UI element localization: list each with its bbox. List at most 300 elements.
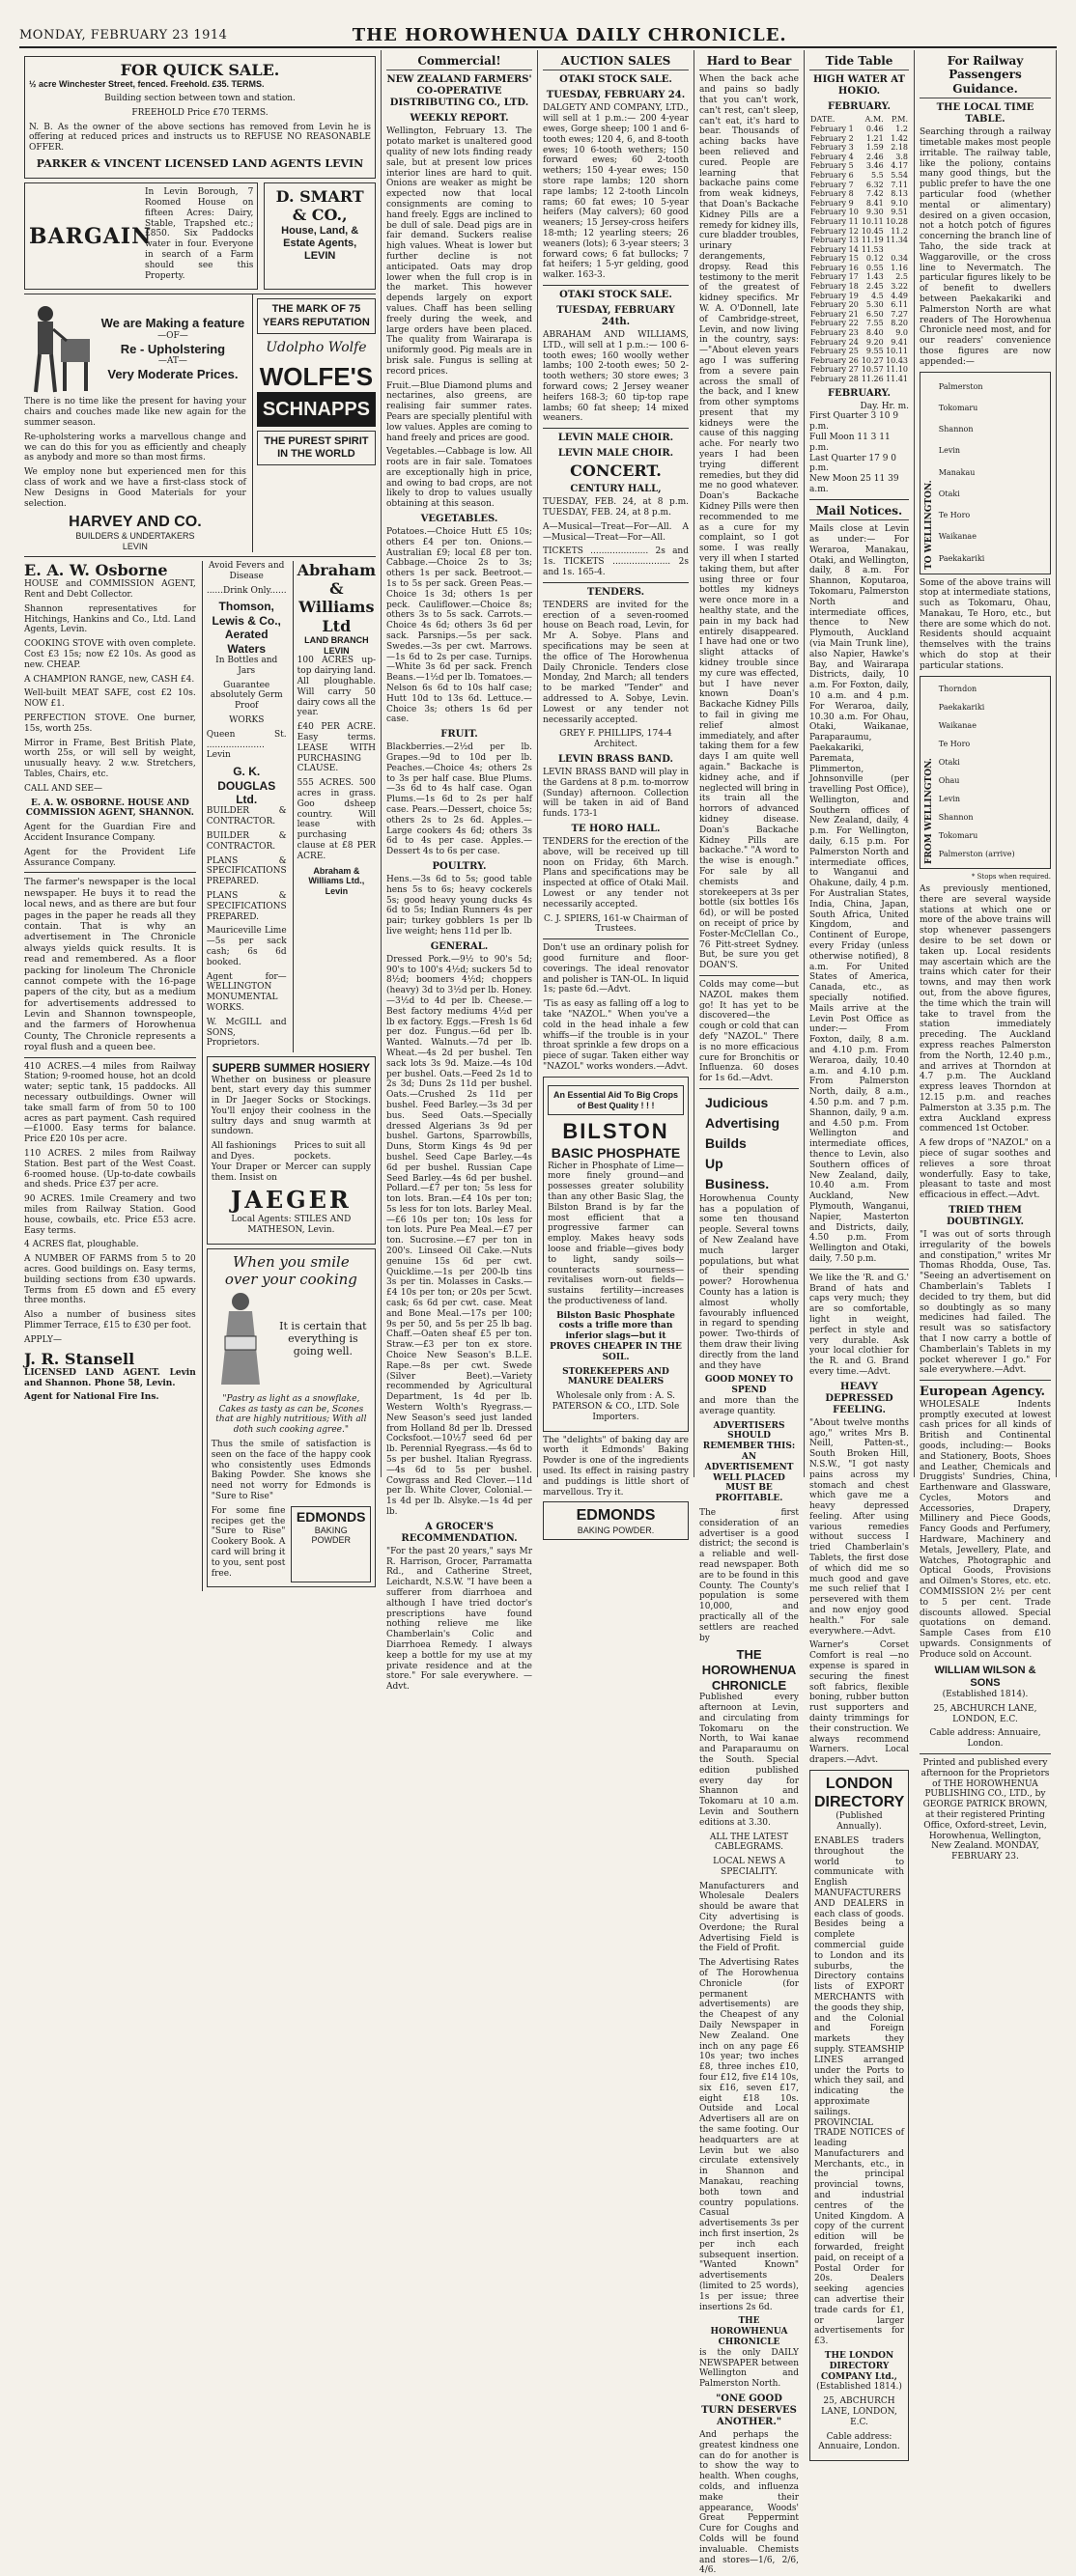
wolfe-ad	[252, 294, 376, 552]
tide-col-header: A.M.	[864, 115, 884, 125]
tenders1-sig: GREY F. PHILLIPS, 174-4 Architect.	[559, 729, 672, 750]
tide-cell: 0.34	[891, 254, 908, 264]
tide-cell: 1.2	[895, 124, 908, 133]
auction-title: AUCTION SALES	[543, 54, 689, 70]
otaki1-head: OTAKI STOCK SALE.	[559, 74, 672, 86]
chronicle2: HOROWHENUA	[701, 1662, 797, 1677]
station-name: Levin	[938, 446, 961, 456]
quick-sale-title: FOR QUICK SALE.	[120, 61, 280, 79]
tide-cell: 9.30	[865, 208, 884, 217]
stansell-fire: Agent for National Fire Ins.	[24, 1392, 159, 1403]
wolfe-mark: THE MARK OF 75 YEARS REPUTATION	[257, 298, 376, 333]
edmonds-logo: EDMONDS	[296, 1508, 366, 1525]
poultry-body: Hens.—3s 6d to 5s; good table hens 5s to 6s; heavy cockerels 5s; good heavy young ducks 4s 6d to 5s; Indian Runners 4s per pair; turkey gobblers 1s per lb live weight; hens 11d per lb.	[386, 874, 532, 937]
quick-sale-line4: N. B. As the owner of the above sections has removed from Levin he is offering at reduced prices and instructs us to REFUSE NO REASONABLE OFFER.	[29, 122, 371, 154]
hc-only: is the only DAILY NEWSPAPER between Wellington and Palmerston North.	[699, 2347, 799, 2390]
tide-cell: 1.21	[865, 133, 884, 143]
commercial-p1: Wellington, February 13. The potato market is unaltered good quality of new lots finding ready sale, but at present low prices interior lines are hard to quit. Onions are weaker as might be expected now that local consignments are coming to hand freely. Eggs are inclined to be dull of sale. Dead pigs are in fair demand. Suckers realise high values. Wheat is lower but further decline is not anticipated. Oats may drop lower when the full crop is in the market. This however depends largely on export values. Chaff has been selling freely during the week, and large orders have been placed. The quality from Wairarapa is uniformly good. Pig meals are in brisk sale. Fungus is selling at record prices.	[386, 126, 532, 377]
jaeger-dealer: Your Draper or Mercer can supply them. Insist on	[211, 1162, 371, 1183]
osborne-ad	[24, 561, 196, 1591]
tehoro-head: TE HORO HALL.	[571, 824, 661, 835]
station-name: Te Horo	[938, 511, 971, 520]
tide-row	[809, 161, 909, 171]
mail-body: Mails close at Levin as under:— For Weraroa, Manakau, Otaki, and Wellington, daily, 8 a.m. For Shannon, Koputaroa, Tokomaru, Palmerston North and intermediate offices, thence to New Plymouth, Auckland (via Main Trunk line), also Napier, Hawke's Bay, and Wairarapa Districts, daily, 10 a.m. For Foxton, daily, 10 a.m. and 4 p.m. For Weraroa, daily, 10.30 a.m. For Ohau, Otaki, Waikanae, Paraparaumu, Paekakariki, Paremata, Plimmerton, Johnsonville (per travelling Post Office), Wellington, and Southern offices of New Zealand, daily, 4 p.m. For Wellington, daily, 6.15 p.m. For Palmerston North and intermediate offices, to Wanganui and Ohakune, daily, 4 p.m. For Australian States, India, China, Japan, South Africa, United Kingdom, and Continent of Europe, every Friday (unless otherwise notified), 8 a.m. For United States of America, Canada, etc., as specially notified. Mails arrive at the Levin Post Office as under:— From Foxton, daily, 8 a.m. and 4.10 p.m. From Weraroa, daily, 10.40 a.m. and 4.10 p.m. From Palmerston North, daily, 8 a.m., 4.50 p.m. and 7 p.m. Shannon, daily, 9 a.m. and 4.50 p.m. From Wellington and intermediate offices, thence to Levin, also Southern offices of New Zealand, daily, 10.40 a.m. From Auckland, New Plymouth, Wanganui, Napier, Masterton and Districts, daily, 4.50 p.m. From Wellington and Otaki, daily, 7.50 p.m.	[809, 524, 909, 1264]
tide-cell: 2.46	[865, 152, 884, 161]
tide-cell: 2.18	[891, 143, 908, 153]
bottles: In Bottles and Jars	[215, 656, 278, 676]
harvey-ad	[24, 294, 246, 552]
tide-cell: 7.42	[865, 189, 884, 199]
stops-note: * Stops when required.	[971, 872, 1051, 881]
tide-cell: February 11	[810, 216, 859, 226]
general-head: GENERAL.	[430, 940, 489, 952]
column-commercial	[382, 50, 538, 1693]
london1: LONDON	[825, 1776, 893, 1793]
drink-only: ......Drink Only......	[206, 585, 287, 596]
osborne-p8: CALL AND SEE—	[24, 783, 102, 794]
smart-sub: House, Land, & Estate Agents, LEVIN	[281, 224, 359, 262]
remember: ADVERTISERS SHOULD REMEMBER THIS: AN ADVERTISEMENT WELL PLACED MUST BE PROFITABLE.	[702, 1420, 796, 1504]
tide-cell: 7.11	[891, 180, 908, 189]
edmonds-certain: It is certain that everything is going well.	[279, 1320, 367, 1358]
tide-cell: 10.11	[861, 216, 884, 226]
printed: Printed and published every afternoon for the Proprietors of THE HOROWHENUA PUBLISHING CO., LTD., by GEORGE PATRICK BROWN, at their registered Printing Office, Oxford-street, Levin, Horowhenua, Wellington, New Zealand. MONDAY, FEBRUARY 23.	[920, 1758, 1050, 1862]
london-co: THE LONDON DIRECTORY COMPANY Ltd.,	[821, 2351, 897, 2382]
tide-cell: 10.43	[886, 355, 908, 365]
tide-cell: 0.55	[865, 263, 884, 272]
acres-4: 4 ACRES flat, ploughable.	[24, 1240, 139, 1250]
harvey-p1: There is no time like the present for having your chairs and couches made like new again for the summer season.	[24, 397, 246, 428]
tide-row	[809, 189, 909, 199]
tide-cell: 6.11	[891, 300, 908, 310]
tide-cell: February 10	[810, 208, 859, 217]
tide-cell: 9.41	[891, 337, 908, 347]
tide-row	[809, 143, 909, 153]
cook-illustration-icon	[212, 1288, 269, 1394]
veg-body: Potatoes.—Choice Hutt £5 10s; others £4 per ton. Onions.—Australian £9; local £8 per ton. Cabbage.—Choice 2s to 3s; others 1s per sack. Beetroot.—1s to 5s per sack. Green Peas.—Choice 1s 3d; others 1s per peck. Cauliflower.—Choice 8s; others 3s to 5s sack. Carrots.—Choice 4s 6d; others 3s 6d per sack. Parsnips.—5s per sack. Swedes.—3s per cwt. Marrows.—1s 6d to 2s per case. Turnips.—White 3s 6d per sack. French Beans.—1½d per lb. Tomatoes.—Nelson 6s 6d to 10s half case; Hutt 10d to 13s 6d. Lettuce.—Choice 3s; others 1s 6d per case.	[386, 527, 532, 725]
tide-cell: February 14	[810, 244, 859, 254]
station-name: Tokomaru	[938, 831, 978, 841]
otaki2-body: ABRAHAM AND WILLIAMS, LTD., will sell at 1 p.m.:— 100 6-tooth ewes; 160 woolly wether lambs; 100 2-tooth ewes; 50 2-tooth wethers; 30 store ewes; 3 forward cows; 2 Jersey weaner heifers 168-3; 60 tip-top rape lambs; 60 fat sheep; 14 mixed weaners.	[543, 329, 689, 424]
wolfe-signature: Udolpho Wolfe	[266, 339, 367, 355]
rand-ad: We like the 'R. and G.' Brand of hats and caps very much; they are so comfortable, light in weight, perfect in style and very durable. Ask your local clothier for the R. and G. Brand every time.—Advt.	[809, 1273, 909, 1377]
commercial-title: Commercial!	[386, 54, 532, 70]
tide-cell: 6.32	[865, 180, 884, 189]
harvey-service: Re - Upholstering	[120, 341, 226, 356]
hard-title: Hard to Bear	[699, 54, 799, 70]
bargain-text: In Levin Borough, 7 Roomed House on fifteen Acres: Dairy, Stable, Trapshed etc.; £850. Six Paddocks water in four. Everyone in search of a Farm should see this Property.	[145, 187, 254, 281]
tide-cell: February 6	[810, 170, 854, 180]
station-name: Otaki	[938, 489, 960, 498]
osborne-name: E. A. W. Osborne	[24, 561, 168, 580]
judicious5: Business.	[705, 1175, 770, 1191]
tide-cell: February 5	[810, 161, 854, 171]
heavy-head: HEAVY DEPRESSED FEELING.	[825, 1381, 893, 1415]
tide-table	[809, 115, 909, 383]
heavy-body: "About twelve months ago," writes Mrs B. Neill, Patten-st., South Broken Hill, N.S.W., "I got nasty pains across my stomach and chest which gave me a heavy depressed feeling. After using various remedies without success I tried Chamberlain's Tablets, the first dose of which did me so much good and gave me such relief that I persevered with them and now enjoy good health." For sale everywhere.—Advt.	[809, 1417, 909, 1637]
rates: The Advertising Rates of The Horowhenua Chronicle (for permanent advertisements) are the Cheapest of any Daily Newspaper in New Zealand. One inch on any page £6 10s year; two inches £8, three inches £10, four £12, five £14 10s, six £16, seven £17, eight £18 10s. Outside and Local Advertisers all are on the same footing. Our headquarters are at Levin but we also circulate extensively in Shannon and Manakau, reaching both town and country populations. Casual advertisements 3s per inch first insertion, 2s per inch each subsequent insertion. "Wanted Known" advertisements (limited to 25 words), 1s per issue; three insertions 2s 6d.	[699, 1958, 799, 2312]
tide-cell: February 2	[810, 133, 854, 143]
tide-row	[809, 375, 909, 384]
abraham-branch: LAND BRANCH LEVIN	[304, 634, 369, 656]
ab-555: 555 ACRES. 500 acres in grass. Goo dsheep country. Will lease with purchasing clause at £8 PER ACRE.	[297, 778, 376, 861]
edmonds-head2: over your cooking	[224, 1270, 357, 1288]
tide-cell: February 9	[810, 198, 854, 208]
wilson-addr: 25, ABCHURCH LANE, LONDON, E.C.	[933, 1703, 1037, 1724]
first-consider: The first consideration of an advertiser is a good district; the second is a reliable and well-read newspaper. Both are to be found in this County. The County's population is some 10,000, and practically all of the settlers are reached by	[699, 1508, 799, 1643]
tide-cell: February 18	[810, 282, 859, 292]
acres-110: 110 ACRES. 2 miles from Railway Station. Best part of the West Coast. 6-roomed house. (Up-to-date cowbails and sheds. Price £37 per acre.	[24, 1149, 196, 1190]
commercial-p2: Fruit.—Blue Diamond plums and nectarines, also greens, are realising fair summer rates. Pears are specially plentiful with low values. Apples are coming to hand freely and prices are good.	[386, 380, 532, 443]
tide-cell: February 28	[810, 375, 859, 384]
tide-cell: February 27	[810, 365, 859, 375]
masthead-title: THE HOROWHENUA DAILY CHRONICLE.	[352, 24, 787, 45]
tide-cell: 9.20	[865, 337, 884, 347]
tide-cell: February 16	[810, 263, 859, 272]
from-wellington-label: FROM WELLINGTON.	[924, 757, 934, 864]
moon-table	[809, 411, 909, 494]
guarantee: Guarantee absolutely Germ Proof	[210, 680, 283, 712]
london-cable: Cable address: Annuaire, London.	[818, 2431, 900, 2452]
tide-row	[809, 236, 909, 245]
upholsterer-illustration-icon	[24, 300, 92, 397]
bilston-ad	[543, 1077, 689, 1432]
column-hard-to-bear	[694, 50, 805, 2576]
chronicle3: CHRONICLE	[711, 1677, 787, 1693]
harvey-feature: We are Making a feature	[100, 316, 245, 331]
osborne-p3: COOKING STOVE with oven complete. Cost £3 15s; now £2 10s. As good as new. CHEAP.	[24, 639, 196, 670]
abraham-ad	[293, 561, 376, 1052]
column-railway	[915, 50, 1057, 1862]
moon-row: Full Moon 11 3 11 p.m.	[809, 433, 891, 453]
tide-cell: 10.57	[861, 365, 884, 375]
thomson-ad	[207, 561, 287, 1052]
tide-cell: February 3	[810, 143, 854, 153]
aerated: Aerated Waters	[224, 628, 269, 656]
euro-title: European Agency.	[920, 1385, 1046, 1400]
london-directory-ad	[809, 1770, 909, 2461]
osborne-p9: E. A. W. OSBORNE. HOUSE AND COMMISSION AGENT, SHANNON.	[25, 798, 194, 819]
cables: ALL THE LATEST CABLEGRAMS.	[709, 1832, 789, 1853]
bilston-body: Richer in Phosphate of Lime—more finely ground—and possesses greater solubility than any other Basic Slag, the Bilston Brand is by far the most efficient that a progressive farmer can employ. Makes heavy sods loose and friable—gives body to light, sandy soils—counteracts sourness—revitalises worn-out fields—sustains fertility—increases the productiveness of land.	[548, 1161, 684, 1306]
judicious2: Advertising	[705, 1114, 780, 1131]
tide-cell: February 12	[810, 226, 859, 236]
tide-cell: 11.34	[886, 236, 908, 245]
tide-cell: 4.17	[891, 161, 908, 171]
judicious3: Builds	[705, 1134, 747, 1151]
tide-cell: 9.10	[891, 198, 908, 208]
commercial-sub2: WEEKLY REPORT.	[410, 113, 509, 125]
express: As previously mentioned, there are several wayside stations at which one or more of the above trains will stop whenever passengers desire to be set down or taken up. Local residents may ascertain which are the trains which cater for their towns, and may then work out, from the above figures, the time which the train will take to travel from the station immediately preceding. The Auckland express reaches Palmerston from the North, 12.40 p.m., and arrives at Thorndon at 4.7 p.m. The Auckland express leaves Thorndon at 12.15 p.m. and reaches Palmerston at 3.35 p.m. The extra Auckland express commenced 1st October.	[920, 884, 1051, 1134]
tide-cell: 11.41	[886, 375, 908, 384]
osborne-p2: Shannon representatives for Hitchings, Hankins and Co., Ltd. Land Agents, Levin.	[24, 603, 196, 635]
tide-cell: 7.55	[865, 319, 884, 328]
london-body: ENABLES traders throughout the world to communicate with English MANUFACTURERS AND DEALERS in each class of goods. Besides being a complete commercial guide to London and its suburbs, the Directory contains lists of EXPORT MERCHANTS with the goods they ship, and the Colonial and Foreign markets they supply. STEAMSHIP LINES arranged under the Ports to which they sail, and indicating the approximate sailings. PROVINCIAL TRADE NOTICES of leading Manufacturers and Merchants, etc., in the principal provincial towns, and industrial centres of the United Kingdom. A copy of the current edition will be forwarded, freight paid, on receipt of a Postal Order for 20s. Dealers seeking agencies can advertise their trade cards for £1, or larger advertisements for £3.	[814, 1835, 904, 2347]
ab-40: £40 PER ACRE. Easy terms. LEASE WITH PURCHASING CLAUSE.	[297, 722, 376, 774]
tide-cell: February 15	[810, 254, 859, 264]
jaeger-prices: Prices to suit all pockets.	[294, 1141, 366, 1162]
general-body: Dressed Pork.—9½ to 90's 5d; 90's to 100's 4½d; suckers 5d to 8½d; boomers 4½d; choppers (heavy) 3d to 3½d per lb. Honey.—3½d to 4d per lb. Cheese.—Best factory mediums 4½d per lb ex factory. Eggs.—Fresh 1s 6d per doz. Fungus.—6d per lb. Wanted. Walnuts.—7d per lb. Wheat.—4s 2d per bushel. Ten sack lots 3s 9d. Maize.—4s 10d per bushel. Oats.—Feed 2s 1d to 2s 3d; Duns 2s 11d per bushel. Oats.—Crushed 2s 11d per bushel. Feed Barley.—3s 3d per bus. Seed Oats.—Specially dressed Algerians 3s 9d per bushel. Gartons, Sparrowbills, Duns, Storm Kings 4s 9d per bushel. Seed Cape Barley.—4s 6d per bushel. Russian Cape Seed Barley.—4s 6d per bushel. Pollard.—£7 per ton; 5s less for ton lots. Bran.—£4 10s per ton; 5s less for ton lots. Barley Meal.—£6 10s per ton; 10s less for ton lots. Pure Pea Meal.—£7 per ton. Sucrosine.—£7 per ton in 200's. Linseed Oil Cake.—Nuts genuine 15s 6d per cwt. Quicklime.—1s per 200-lb tins 3s per tin. Molasses in Casks.—£4 10s per ton; or 20s per 5cwt. cask; 6s 6d per cwt. case. Meat and Bone Meal.—17s per 100; 9s per 50, and 5s per 25 lb bag. Chaff.—Oaten sheaf £5 per ton. Straw.—£3 per ton ex store. Choice New Season's B.L.E. Rape.—8s per cwt. Swede (Silver Beet).—Variety recommended by Agricultural Department, 1s 4d per lb. Western Wolth's Ryegrass.—New Season's seed just landed from Holland 8d per lb. Dressed Cocksfoot.—10½7 seed 6d per lb. Perennial Ryegrass.—4s 6d to 5s per bushel. Italian Ryegrass.—4s 6d to 5s per bushel. Cowgrass and Red Clover.—11d per lb. White Clover, Colonial.—1s 4d per lb. Alsyke.—1s 4d per lb.	[386, 954, 532, 1517]
tide-cell: 5.5	[871, 170, 884, 180]
rail-body: Searching through a railway timetable makes most people irritable. The railway table, like the poliony, contains many good things, but the public prefer to have the one particular food (whether mental or alimentary) desired on a given occasion, not a hotch potch of figures concerning the branch line of Taho, the side track at Waggaroville, or the cross line to Nevermatch. The particular figures likely to be of benefit to dwellers between Paekakariki and Palmerston North are what readers of The Horowhenua Chronicle need most, and for our readers' convenience those figures are now appended:—	[920, 127, 1051, 367]
to-wellington-label: TO WELLINGTON.	[924, 479, 934, 570]
douglas-p1: PLANS & SPECIFICATIONS PREPARED.	[206, 855, 287, 887]
osborne-p10: Agent for the Guardian Fire and Accident Insurance Company.	[24, 823, 196, 843]
tide-row	[809, 227, 909, 237]
wolfe-purest: THE PUREST SPIRIT IN THE WORLD	[257, 431, 376, 465]
timetable-to-wellington	[920, 372, 1051, 574]
fruit-head: FRUIT.	[440, 729, 478, 741]
edmonds-delight: The "delights" of baking day are worth it Edmonds' Baking Powder is one of the ingredients used. Its effect in raising pastry and puddings is little short of marvellous. Try it.	[543, 1435, 689, 1498]
harvey-prices: Very Moderate Prices.	[107, 366, 239, 381]
tide-row	[809, 319, 909, 328]
chronicle1: THE	[736, 1647, 762, 1663]
column-auction	[538, 50, 694, 1535]
harvey-town: LEVIN	[122, 542, 148, 552]
quick-sale-ad	[24, 56, 376, 179]
tide-cell: 1.42	[891, 133, 908, 143]
tide-cell: 11.53	[861, 244, 884, 254]
apply: APPLY—	[24, 1334, 62, 1345]
manufacturers: Manufacturers and Wholesale Dealers should be aware that City advertising is Overdone; the Rural Advertising Field is the Field of Profit.	[699, 1881, 799, 1954]
tide-cell: 6.50	[865, 309, 884, 319]
county2: and more than the average quantity.	[699, 1396, 799, 1416]
concert-treat: A—Musical—Treat—For—All. A—Musical—Treat—For—All.	[543, 521, 689, 543]
tide-cell: 4.49	[891, 291, 908, 300]
farms: A NUMBER OF FARMS from 5 to 20 acres. Good buildings on. Easy terms, building sections from £30 upwards. Terms from £5 down and £5 every three months.	[24, 1254, 196, 1306]
tried-body: "I was out of sorts through irregularity of the bowels and constipation," writes Mr Thomas Rhodda, Ouse, Tas. "Seeing an advertisement on Chamberlain's Tablets I decided to try them, but did so doubtingly as so many medicines had failed. The result was so satisfactory that I now carry a bottle of Chamberlain's Tablets in my pocket wherever I go." For sale everywhere.—Advt.	[920, 1229, 1051, 1376]
harvey-of: —OF—	[157, 330, 188, 341]
queen-st: Queen St. ..................... Levin	[206, 729, 287, 761]
tide-row	[809, 282, 909, 292]
tide-row	[809, 310, 909, 320]
tide-cell: 8.20	[891, 319, 908, 328]
edmonds-ad	[207, 1248, 376, 1588]
stansell-sub: LICENSED LAND AGENT. Levin and Shannon. Phone 58, Levin.	[24, 1367, 196, 1388]
jaeger-title: SUPERB SUMMER HOSIERY	[212, 1061, 371, 1076]
grocer-head: A GROCER'S RECOMMENDATION.	[401, 1521, 518, 1544]
harvey-sub: BUILDERS & UNDERTAKERS	[75, 531, 195, 542]
jaeger-sub: All fashionings and Dyes.	[211, 1141, 277, 1162]
osborne-p4: A CHAMPION RANGE, new, CASH £4.	[24, 674, 195, 685]
douglas-b2: BUILDER & CONTRACTOR.	[206, 830, 287, 852]
tide-cell: February 8	[810, 189, 854, 199]
works: WORKS	[229, 715, 265, 726]
smart-ad	[264, 182, 376, 290]
tide-cell: February 4	[810, 152, 854, 161]
otaki2-date: TUESDAY, FEBRUARY 24th.	[556, 304, 675, 327]
tide-row	[809, 272, 909, 282]
london2: DIRECTORY	[814, 1794, 905, 1811]
douglas-p2: PLANS & SPECIFICATIONS PREPARED.	[206, 890, 287, 922]
tide-cell: 11.10	[886, 365, 908, 375]
station-name: Thorndon	[938, 685, 977, 694]
tide-cell: February 19	[810, 291, 859, 300]
tide-cell: February 7	[810, 180, 854, 189]
nazol-tanol: Don't use an ordinary polish for good furniture and floor-coverings. The ideal renovator and polisher is TAN-OL. In liquid 1s; paste 6d.—Advt.	[543, 943, 689, 995]
stansell-name: J. R. Stansell	[24, 1349, 135, 1368]
tide-cell: 10.28	[886, 216, 908, 226]
edmonds-logo-sub: BAKING POWDER	[311, 1525, 351, 1546]
tide-cell: 10.11	[886, 347, 908, 356]
tide-cell: February 17	[810, 272, 859, 282]
concert: CONCERT.	[570, 462, 662, 481]
station-name: Waikanae	[938, 532, 977, 542]
tide-row	[809, 347, 909, 356]
quick-sale-line1: ½ acre Winchester Street, fenced. Freehold. £35. TERMS.	[29, 79, 265, 90]
hall: CENTURY HALL,	[570, 484, 662, 495]
tide-row	[809, 153, 909, 162]
bilston-agent: Wholesale only from : A. S. PATERSON & CO., LTD. Sole Importers.	[552, 1391, 680, 1422]
bilston-store: STOREKEEPERS AND MANURE DEALERS	[562, 1366, 669, 1387]
ab-100: 100 ACRES up-top dairying land. All ploughable. Will carry 50 dairy cows all the year.	[297, 656, 376, 718]
concert-dates: TUESDAY, FEB. 24, at 8 p.m. TUESDAY, FEB. 24, at 8 p.m.	[543, 497, 689, 518]
tide-cell: 1.16	[891, 263, 908, 272]
nazol-log: 'Tis as easy as falling off a log to take "NAZOL." When you've a cold in the head inhale a few whiffs—if the trouble is in your throat sprinkle a few drops on a piece of sugar. Taken either way "NAZOL" works wonders.—Advt.	[543, 999, 689, 1072]
bargain-head: BARGAIN	[29, 223, 153, 249]
tide-cell: 11.19	[861, 236, 884, 245]
harvey-p3: We employ none but experienced men for this class of work and we have a first-class stock of New Designs in Good Materials for your selection.	[24, 467, 246, 509]
county: Horowhenua County has a population of some ten thousand people. Several towns of New Zealand have much larger populations, but what of their spending power? Horowhenua County has a lation is almost wholly favourably influenced in regard to spending power. Two-thirds of them draw their living directly from the land and they have	[699, 1193, 799, 1371]
bilston-name: BILSTON	[562, 1119, 669, 1144]
bargain-ad	[24, 182, 258, 290]
business-sites: Also a number of business sites Plimmer Terrace, £15 to £30 per foot.	[24, 1310, 196, 1330]
tickets: TICKETS ..................... 2s and 1s. TICKETS ..................... 2s and 1s. 165-4.	[543, 546, 689, 578]
good-money: GOOD MONEY TO SPEND	[704, 1375, 794, 1396]
tide-row	[809, 208, 909, 217]
london-est: (Established 1814.)	[816, 2382, 902, 2393]
tide-cell: 1.59	[865, 143, 884, 153]
tide-cell: 3.8	[895, 152, 908, 161]
wilson-cable: Cable address: Annuaire, London.	[929, 1728, 1041, 1750]
tide-row	[809, 254, 909, 264]
tide-cell	[885, 245, 909, 255]
tide-cell: February 13	[810, 236, 859, 245]
moon-title: FEBRUARY.	[828, 387, 891, 399]
station-name: Shannon	[938, 425, 974, 434]
avoid-fevers: Avoid Fevers and Disease	[209, 561, 285, 581]
tide-col-header: P.M.	[891, 115, 908, 125]
smart-name: D. SMART & CO.,	[275, 187, 364, 225]
jaeger-agents: Local Agents: STILES AND MATHESON, Levin.	[231, 1215, 352, 1236]
one-good: "ONE GOOD TURN DESERVES ANOTHER."	[701, 2393, 797, 2427]
tide-row	[809, 245, 909, 255]
commercial-p3: Vegetables.—Cabbage is low. All roots are in fair sale. Tomatoes are exceptionally high in price, and owing to bad crops, are not likely to drop to values usually obtaining at this season.	[386, 447, 532, 510]
edmonds-body: Thus the smile of satisfaction is seen on the face of the happy cook who consistently uses Edmonds Baking Powder. She knows she need not worry for Edmonds is "Sure to Rise"	[211, 1440, 371, 1502]
tide-cell: 7.27	[891, 309, 908, 319]
osborne-p1: HOUSE and COMMISSION AGENT, Rent and Debt Collector.	[24, 579, 196, 601]
tide-cell: February 21	[810, 309, 859, 319]
tide-cell: February 23	[810, 328, 859, 338]
masthead-date: MONDAY, FEBRUARY 23 1914	[19, 27, 228, 42]
band-head: LEVIN BRASS BAND.	[557, 754, 674, 766]
acres-410: 410 ACRES.—4 miles from Railway Station; 9-roomed house, hot an dcold water; septic tank, 15 paddocks. All necessary outbuildings. Owner will take small farm of from 50 to 100 acres as part payment. Cash required—£1000. Easy terms for balance. Price £20 10s per acre.	[24, 1061, 196, 1145]
mail-title: Mail Notices.	[809, 504, 909, 520]
wolfe-name: WOLFE'S	[259, 361, 374, 391]
harvey-name: HARVEY AND CO.	[69, 514, 202, 531]
commercial-sub1: NEW ZEALAND FARMERS' CO-OPERATIVE DISTRIBUTING CO., LTD.	[386, 74, 532, 109]
wolfe-schnapps: SCHNAPPS	[257, 392, 376, 427]
nazol-sugar: A few drops of "NAZOL" on a piece of sugar soothes and relieves a sore throat wonderfully. Easy to take, pleasant to taste and most efficacious in effect.—Advt.	[920, 1138, 1051, 1201]
tide-cell: 9.0	[895, 328, 908, 338]
tide-row	[809, 300, 909, 310]
tide-cell: 11.2	[891, 226, 908, 236]
tide-row	[809, 356, 909, 366]
tehoro-body: TENDERS for the erection of the above, will be received up till noon on Friday, 6th March. Plans and specifications may be inspected at office of Otaki Mail. Lowest or any tender not necessarily accepted.	[543, 837, 689, 910]
choir: LEVIN MALE CHOIR.	[557, 433, 674, 444]
tide-cell: 5.54	[891, 170, 908, 180]
moon-row: First Quarter 3 10 9 p.m.	[809, 411, 899, 433]
moon-row: Last Quarter 17 9 0 p.m.	[809, 453, 897, 474]
douglas-name: G. K. DOUGLAS Ltd.	[217, 765, 276, 806]
osborne-p7: Mirror in Frame, Best British Plate, worth 25s, or will sell by weight, unusually heavy. 2 w.w. Stretchers, Tables, Chairs, etc.	[24, 738, 196, 780]
fruit-body: Blackberries.—2½d per lb. Grapes.—9d to 10d per lb. Peaches.—Choice 4s; others 2s to 3s per half case. Blue Plums.—3s 6d to 4s half case. Ogan Plums.—1s 6d to 2s per half case. Pears.—Dessert, choice 5s; others 2s to 2s 6d. Apples.—Large cookers 4s 6d; others 3s 6d to 4s per case. Apples.—Dessert 4s to 6s per case.	[386, 742, 532, 857]
rail-title: For Railway Passengers Guidance.	[920, 54, 1051, 98]
tide-row	[809, 264, 909, 273]
douglas-b1: BUILDER & CONTRACTOR.	[206, 806, 287, 827]
tenders-head: TENDERS.	[586, 586, 645, 598]
tide-row	[809, 181, 909, 190]
station-name: Tokomaru	[938, 404, 978, 413]
tide-cell: 9.51	[891, 208, 908, 217]
edmonds-logo-sub-2: BAKING POWDER.	[577, 1525, 655, 1535]
tide-row	[809, 134, 909, 144]
tide-row	[809, 125, 909, 134]
wilson: WILLIAM WILSON & SONS	[934, 1664, 1036, 1689]
tide-cell: 8.13	[891, 189, 908, 199]
judicious1: Judicious	[705, 1094, 769, 1110]
quick-sale-agents: PARKER & VINCENT LICENSED LAND AGENTS LEVIN	[36, 156, 364, 170]
douglas-lime: Mauriceville Lime—5s per sack cash; 6s 6d booked.	[206, 926, 287, 967]
tide-cell: February 22	[810, 319, 859, 328]
london-addr: 25, ABCHURCH LANE, LONDON, E.C.	[821, 2396, 897, 2427]
abraham-name: Abraham & Williams Ltd	[297, 561, 376, 635]
masthead	[19, 23, 1057, 48]
edmonds-logo-2: EDMONDS	[576, 1507, 656, 1525]
column-tide	[805, 50, 915, 2452]
quick-sale-line3: FREEHOLD Price £70 TERMS.	[131, 107, 269, 118]
tide-cell: February 24	[810, 337, 859, 347]
tehoro-sig: C. J. SPIERS, 161-w Chairman of Trustees.	[544, 913, 688, 935]
tide-cell: 5.30	[865, 300, 884, 310]
jaeger-name: JAEGER	[230, 1186, 352, 1215]
grocer-body: "For the past 20 years," says Mr R. Harrison, Grocer, Parramatta Rd., and Catherine Street, Leichardt, N.S.W. "I have been a sufferer from diarrhoea and although I have tried doctor's prescriptions have found nothing relieve me like Chamberlain's Colic and Diarrhoea Remedy. I always keep a bottle for my use at my private residence and at the store." For sale everywhere. —Advt.	[386, 1546, 532, 1693]
some-trains: Some of the above trains will stop at intermediate stations, such as Tokomaru, Ohau, Manakau, Te Horo, etc., but there are some which do not. Residents should acquaint themselves with the trains which do stop at their particular stations.	[920, 577, 1051, 671]
band-body: LEVIN BRASS BAND will play in the Gardens at 8 p.m. to-morrow (Sunday) afternoon. Collection will be taken in aid of Band funds. 173-1	[543, 768, 689, 820]
tide-col-header: DATE.	[810, 115, 835, 125]
tide-cell: February 25	[810, 347, 859, 356]
farmers-paper-text: The farmer's newspaper is the local newspaper. He buys it to read the local news, and as there are but four pages in the paper he reads all they contain. That is why an advertisement in The Chronicle always yields quick results. It is read and remembered. As a floor packing for linoleum The Chronicle cannot compete with the 16-page papers of the city, but as a medium for advertisements addressed to Levin and Shannon townspeople, and the farmers of Horowhenua County, The Chronicle represents a royal flush and a queen bee.	[24, 877, 196, 1053]
bilston-aid: An Essential Aid To Big Crops of Best Quality ! ! !	[548, 1085, 684, 1116]
otaki2-head: OTAKI STOCK SALE.	[559, 289, 672, 300]
veg-head: VEGETABLES.	[420, 514, 498, 525]
otaki1-date: TUESDAY, FEBRUARY 24.	[546, 90, 686, 101]
tide-cell: 0.12	[865, 254, 884, 264]
quick-sale-line2: Building section between town and station.	[104, 93, 296, 103]
bilston-sub: BASIC PHOSPHATE	[551, 1144, 681, 1161]
tide-title: Tide Table	[809, 54, 909, 70]
otaki1-body: DALGETY AND COMPANY, LTD., will sell at 1 p.m.:— 200 4-year ewes, Gorge sheep; 100 1 and 6-tooth ewes; 120 4, 6, and 8-tooth ewes; 10 6-tooth wethers; 150 forward ewes; 60 2-tooth wethers; 150 4-year ewes; 150 store rape lambs; 120 shorn rape lambs; 12 2-tooth Lincoln rams; 60 fat ewes; 10 5-year heifers (May calvers); 60 good weaners; 15 Jersey-cross heifers 18-mth; 12 yearling steers; 26 weaners (lots); 6 3-year steers; 3 forward cows; 6 fat bullocks; 7 fat heifers; 1 5-yr gelding, good walker. 163-3.	[543, 103, 689, 281]
tide-cell: 10.27	[861, 355, 884, 365]
osborne-p6: PERFECTION STOVE. One burner, 15s, worth 25s.	[24, 714, 196, 734]
tenders1: TENDERS are invited for the erection of a seven-roomed house on Beach road, Levin, for Mr A. Sobye. Plans and specifications may be seen at the office of The Horowhenua Daily Chronicle. Tenders close Monday, 2nd March; all tenders to be marked "Tender" and addressed to A. Sobye, Levin. Lowest or any tender not necessarily accepted.	[543, 600, 689, 725]
tide-row	[809, 292, 909, 301]
moon-head: Day. Hr. m.	[860, 401, 909, 411]
station-name: Levin	[938, 795, 961, 804]
one-good-body: And perhaps the greatest kindness one can do for another is to show the way to health. When coughs, colds, and influenza make their appearance, Woods' Great Peppermint Cure for Coughs and Colds will be found invaluable. Chemists and stores—1/6, 2/6, 4/6.	[699, 2429, 799, 2576]
tide-row	[809, 171, 909, 181]
tide-cell: 0.46	[865, 124, 884, 133]
